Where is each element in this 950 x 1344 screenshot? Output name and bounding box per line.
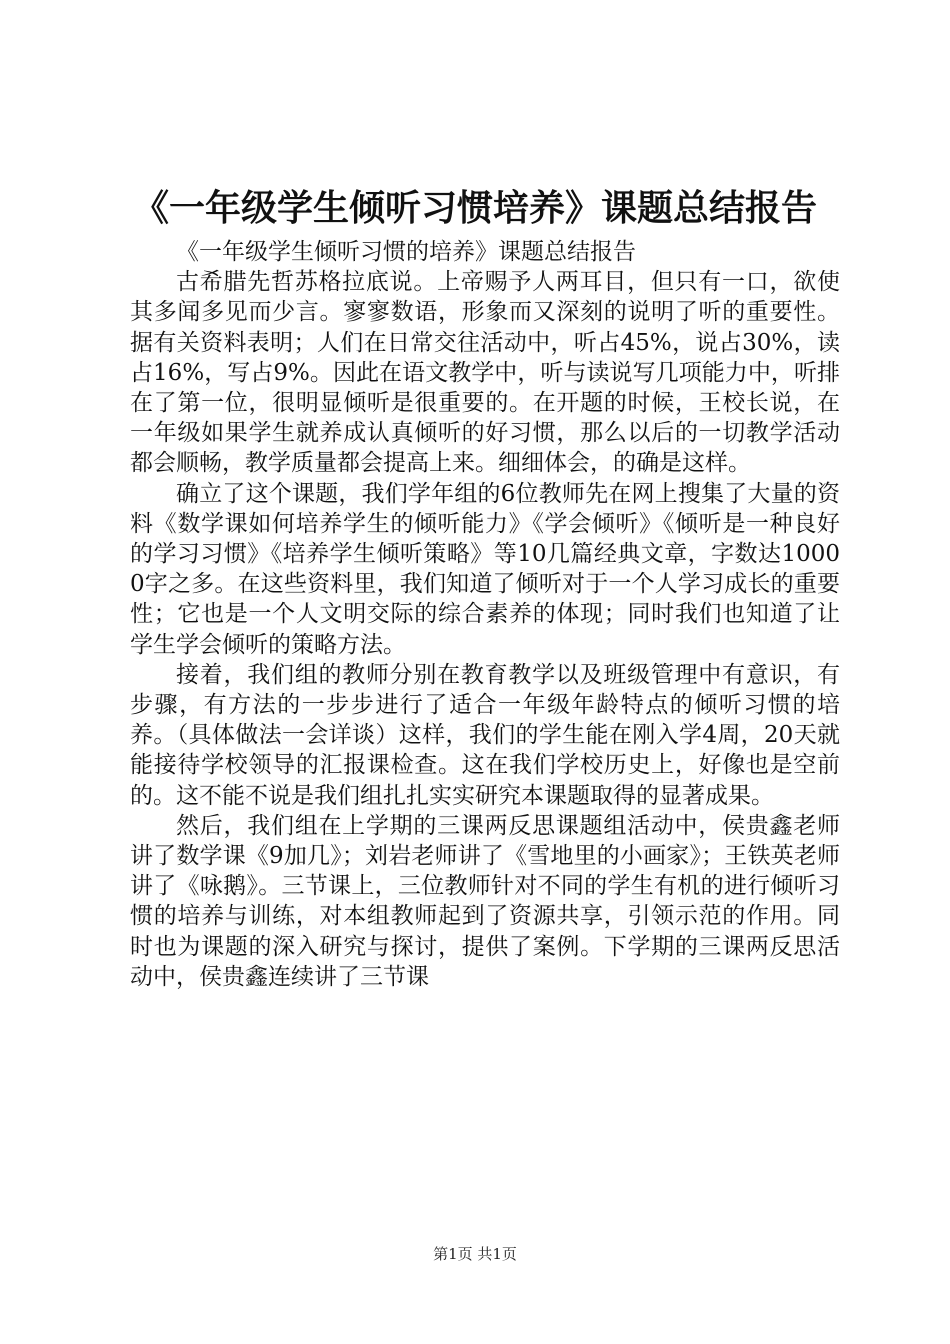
body-paragraph-1: 古希腊先哲苏格拉底说。上帝赐予人两耳目，但只有一口，欲使其多闻多见而少言。寥寥数语，形象而又深刻的说明了听的重要性。据有关资料表明；人们在日常交往活动中，听占45%，说占30%，读占16%，写占9%。因此在语文教学中，听与读说写几项能力中，听排在了第一位，很明显倾听是很重要的。在开题的时候，王校长说，在一年级如果学生就养成认真倾听的好习惯，那么以后的一切教学活动都会顺畅，教学质量都会提高上来。细细体会，的确是这样。 (130, 269, 840, 477)
page-footer: 第1页 共1页 (433, 1245, 517, 1263)
document-title: 《一年级学生倾听习惯培养》课题总结报告 (132, 187, 817, 229)
body-paragraph-4: 然后，我们组在上学期的三课两反思课题组活动中，侯贵鑫老师讲了数学课《9加几》；刘岩老师讲了《雪地里的小画家》；王铁英老师讲了《咏鹅》。三节课上，三位教师针对不同的学生有机的进行倾听习惯的培养与训练，对本组教师起到了资源共享，引领示范的作用。同时也为课题的深入研究与探讨，提供了案例。下学期的三课两反思活动中，侯贵鑫连续讲了三节课 (130, 812, 840, 990)
subtitle-paragraph: 《一年级学生倾听习惯的培养》课题总结报告 (176, 239, 636, 265)
body-paragraph-3: 接着，我们组的教师分别在教育教学以及班级管理中有意识，有步骤，有方法的一步步进行了适合一年级年龄特点的倾听习惯的培养。（具体做法一会详谈）这样，我们的学生能在刚入学4周，20天就能接待学校领导的汇报课检查。这在我们学校历史上，好像也是空前的。这不能不说是我们组扎扎实实研究本课题取得的显著成果。 (130, 661, 840, 809)
body-paragraph-2: 确立了这个课题，我们学年组的6位教师先在网上搜集了大量的资料《数学课如何培养学生的倾听能力》《学会倾听》《倾听是一种良好的学习习惯》《培养学生倾听策略》等10几篇经典文章，字数达10000字之多。在这些资料里，我们知道了倾听对于一个人学习成长的重要性；它也是一个人文明交际的综合素养的体现；同时我们也知道了让学生学会倾听的策略方法。 (130, 480, 840, 658)
document-body (130, 237, 840, 992)
